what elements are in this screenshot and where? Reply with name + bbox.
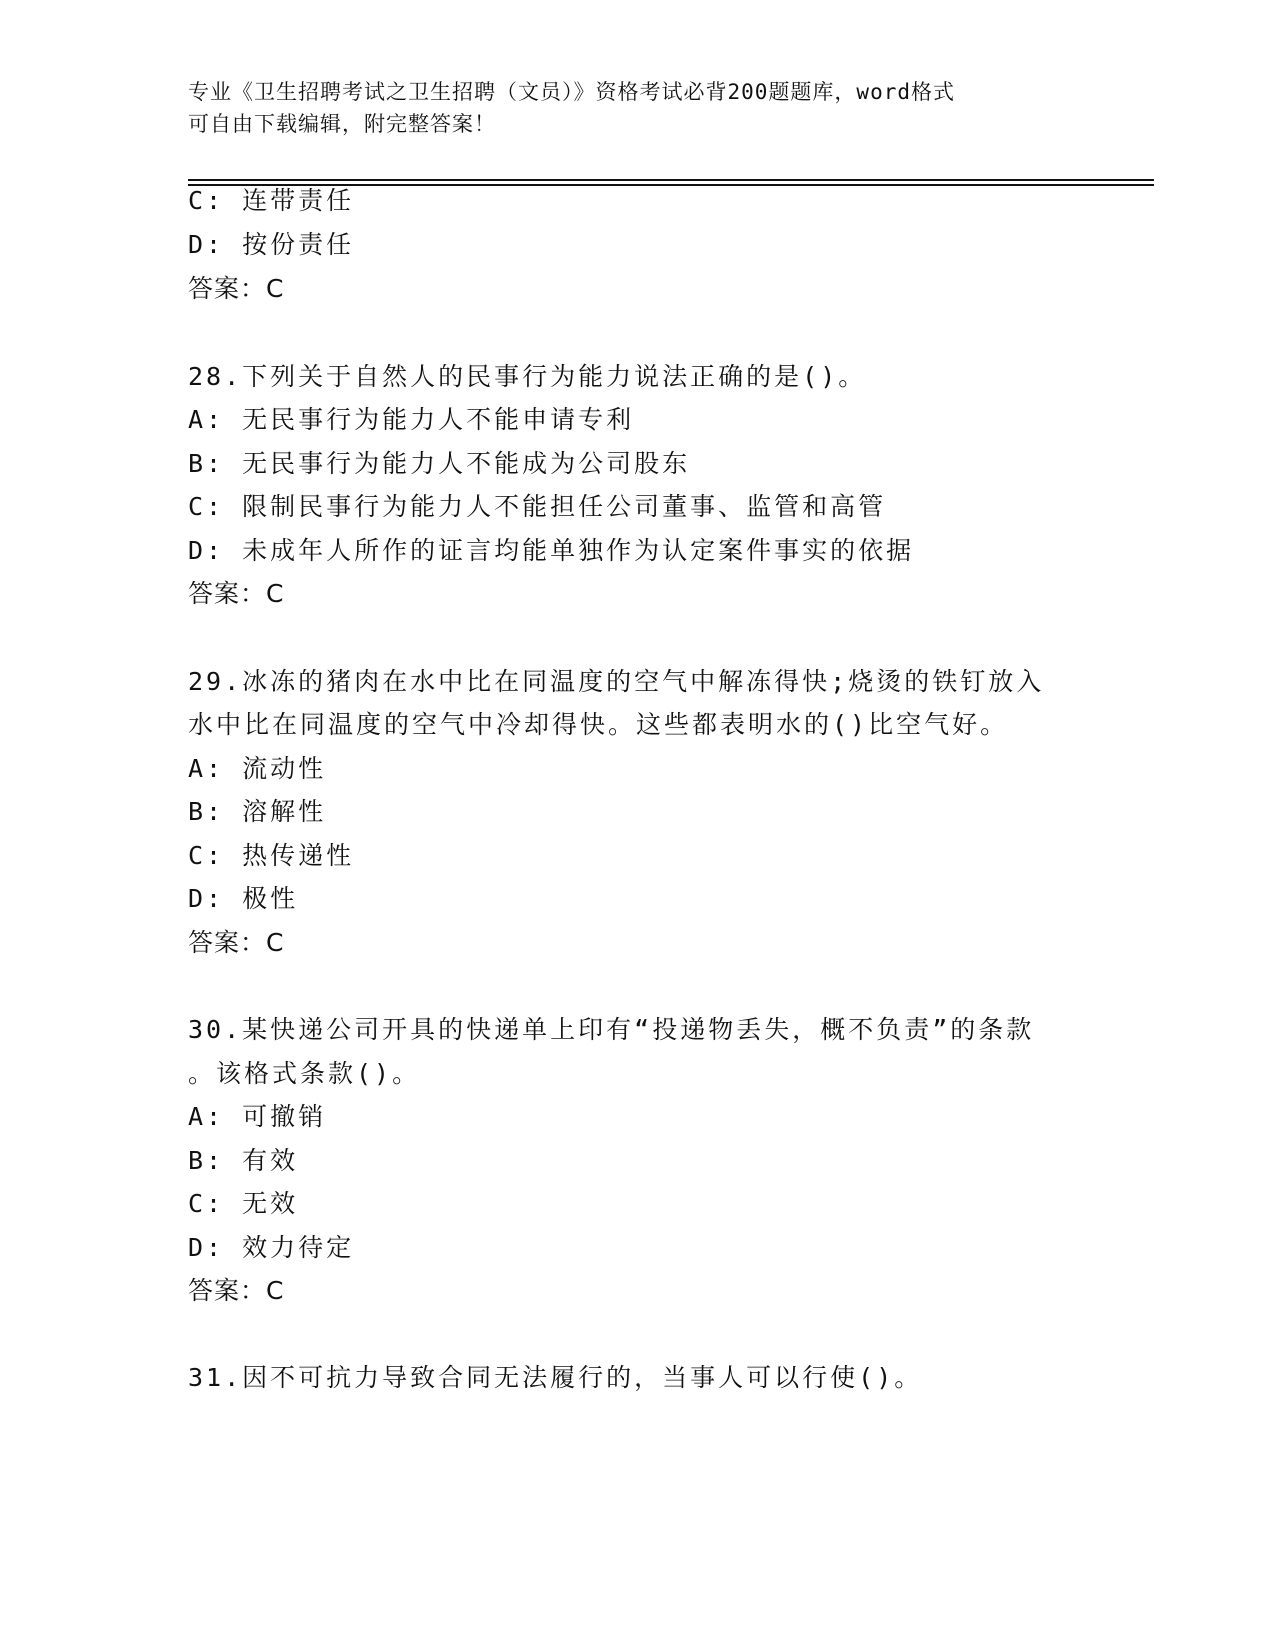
question-28-option-a: A: 无民事行为能力人不能申请专利: [188, 405, 635, 434]
question-30-stem-line-1: 30.某快递公司开具的快递单上印有“投递物丢失，概不负责”的条款: [188, 1015, 1035, 1044]
question-29-option-b: B: 溶解性: [188, 797, 327, 826]
question-29-option-d: D: 极性: [188, 884, 299, 913]
option-d: D: 按份责任: [188, 230, 355, 259]
question-30-answer: 答案：C: [188, 1276, 285, 1305]
question-28-stem: 28.下列关于自然人的民事行为能力说法正确的是()。: [188, 362, 867, 391]
question-29-stem-line-1: 29.冰冻的猪肉在水中比在同温度的空气中解冻得快;烧烫的铁钉放入: [188, 667, 1045, 696]
question-28-option-c: C: 限制民事行为能力人不能担任公司董事、监管和高管: [188, 492, 887, 521]
answer-line: 答案：C: [188, 274, 285, 303]
question-28-answer: 答案：C: [188, 579, 285, 608]
question-31-stem: 31.因不可抗力导致合同无法履行的，当事人可以行使()。: [188, 1363, 923, 1392]
question-28-option-b: B: 无民事行为能力人不能成为公司股东: [188, 449, 691, 478]
question-29-option-a: A: 流动性: [188, 754, 327, 783]
document-header: [188, 76, 1088, 140]
question-28-option-d: D: 未成年人所作的证言均能单独作为认定案件事实的依据: [188, 536, 915, 565]
question-30-option-a: A: 可撤销: [188, 1102, 327, 1131]
question-30-option-c: C: 无效: [188, 1189, 299, 1218]
question-29-option-c: C: 热传递性: [188, 841, 355, 870]
question-30-option-b: B: 有效: [188, 1146, 299, 1175]
question-29-answer: 答案：C: [188, 928, 285, 957]
header-title-line-2: 可自由下载编辑，附完整答案！: [188, 112, 496, 136]
question-30-option-d: D: 效力待定: [188, 1233, 355, 1262]
question-30-stem-line-2: 。该格式条款()。: [188, 1059, 421, 1088]
header-title-line-1: 专业《卫生招聘考试之卫生招聘（文员）》资格考试必背200题题库，word格式: [188, 80, 955, 104]
question-29-stem-line-2: 水中比在同温度的空气中冷却得快。这些都表明水的()比空气好。: [188, 710, 1009, 739]
option-c: C: 连带责任: [188, 186, 355, 215]
header-divider-top: [188, 179, 1154, 181]
